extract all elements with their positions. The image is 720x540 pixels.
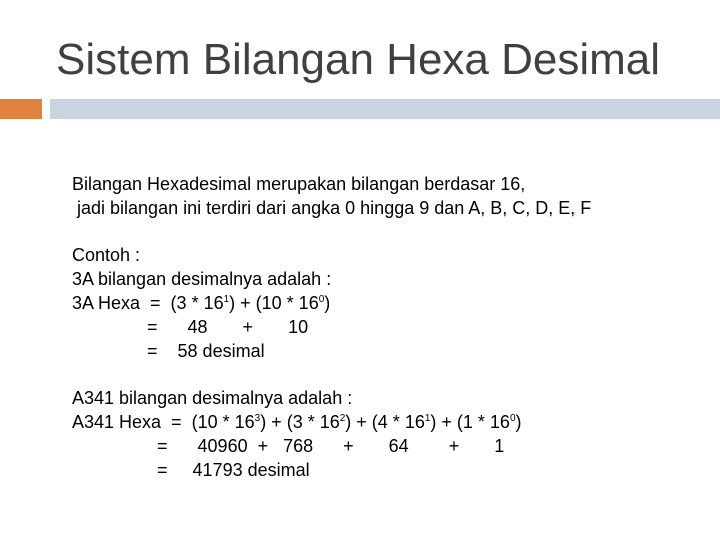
example2-result: = 41793 desimal bbox=[72, 460, 310, 480]
exponent: 0 bbox=[318, 294, 325, 305]
formula-part: ) + (10 * 16 bbox=[229, 293, 319, 313]
slide-title: Sistem Bilangan Hexa Desimal bbox=[56, 35, 661, 84]
accent-bar-orange bbox=[0, 99, 42, 119]
exponent: 0 bbox=[509, 413, 516, 424]
example2-heading: A341 bilangan desimalnya adalah : bbox=[72, 388, 353, 408]
formula-part: 3A Hexa = (3 * 16 bbox=[72, 293, 224, 313]
formula-part: ) bbox=[324, 293, 331, 313]
formula-part: ) + (1 * 16 bbox=[430, 412, 510, 432]
exponent: 2 bbox=[339, 413, 346, 424]
exponent: 3 bbox=[254, 413, 261, 424]
example1-result: = 58 desimal bbox=[72, 341, 265, 361]
spacer bbox=[72, 363, 591, 386]
slide-body bbox=[72, 172, 591, 482]
formula-part: ) + (3 * 16 bbox=[260, 412, 340, 432]
example1-heading: 3A bilangan desimalnya adalah : bbox=[72, 269, 332, 289]
example-label: Contoh : bbox=[72, 245, 141, 265]
formula-part: ) + (4 * 16 bbox=[345, 412, 425, 432]
example1-formula bbox=[72, 291, 591, 315]
formula-part: ) bbox=[515, 412, 522, 432]
formula-part: A341 Hexa = (10 * 16 bbox=[72, 412, 255, 432]
exponent: 1 bbox=[424, 413, 431, 424]
intro-line-1: Bilangan Hexadesimal merupakan bilangan berdasar 16, bbox=[72, 174, 526, 194]
exponent: 1 bbox=[223, 294, 230, 305]
example2-sum: = 40960 + 768 + 64 + 1 bbox=[72, 436, 505, 456]
example1-sum: = 48 + 10 bbox=[72, 317, 309, 337]
accent-bar-blue bbox=[50, 99, 720, 119]
spacer bbox=[72, 220, 591, 243]
intro-line-2: jadi bilangan ini terdiri dari angka 0 hingga 9 dan A, B, C, D, E, F bbox=[72, 198, 592, 218]
example2-formula bbox=[72, 410, 591, 434]
